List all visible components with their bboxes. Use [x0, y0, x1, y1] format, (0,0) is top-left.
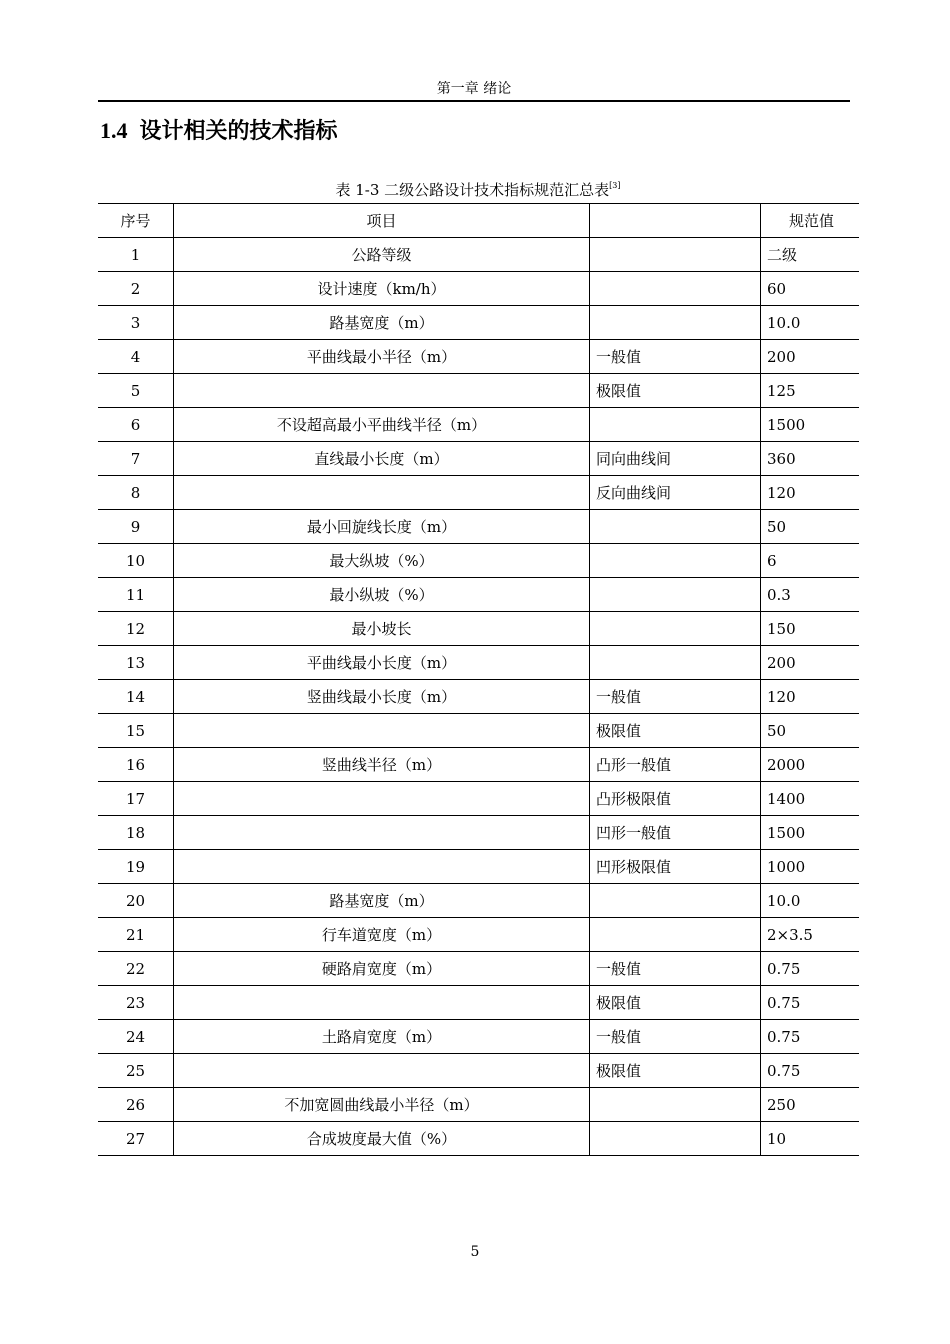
row-index: 21: [98, 918, 174, 952]
table-row: [98, 1020, 859, 1054]
row-subitem: [590, 646, 761, 680]
row-subitem: 凸形极限值: [590, 782, 761, 816]
row-subitem: 一般值: [590, 952, 761, 986]
row-index: 5: [98, 374, 174, 408]
row-subitem: 极限值: [590, 714, 761, 748]
row-value: 0.3: [761, 578, 860, 612]
row-value: 125: [761, 374, 860, 408]
row-subitem: [590, 510, 761, 544]
row-item: 最小坡长: [174, 612, 590, 646]
table-row: [98, 510, 859, 544]
table-row: [98, 612, 859, 646]
row-item: 路基宽度（m）: [174, 306, 590, 340]
header-rule: [98, 100, 850, 102]
row-subitem: 一般值: [590, 680, 761, 714]
row-subitem: 极限值: [590, 986, 761, 1020]
row-index: 12: [98, 612, 174, 646]
table-row: [98, 408, 859, 442]
row-index: 14: [98, 680, 174, 714]
row-subitem: [590, 1122, 761, 1156]
section-number: 1.4: [100, 118, 128, 143]
row-item: 最大纵坡（%）: [174, 544, 590, 578]
row-subitem: [590, 306, 761, 340]
table-row: [98, 952, 859, 986]
row-index: 4: [98, 340, 174, 374]
row-item: 竖曲线半径（m）: [174, 748, 590, 782]
table-row: [98, 782, 859, 816]
row-subitem: [590, 1088, 761, 1122]
row-value: 120: [761, 680, 860, 714]
row-item: [174, 782, 590, 816]
table-row: [98, 1088, 859, 1122]
row-subitem: 极限值: [590, 1054, 761, 1088]
row-item: 行车道宽度（m）: [174, 918, 590, 952]
row-subitem: 极限值: [590, 374, 761, 408]
row-index: 9: [98, 510, 174, 544]
row-index: 8: [98, 476, 174, 510]
row-index: 3: [98, 306, 174, 340]
row-index: 18: [98, 816, 174, 850]
row-index: 2: [98, 272, 174, 306]
row-subitem: 反向曲线间: [590, 476, 761, 510]
row-index: 1: [98, 238, 174, 272]
row-subitem: [590, 578, 761, 612]
row-item: [174, 816, 590, 850]
row-value: 二级: [761, 238, 860, 272]
row-subitem: [590, 272, 761, 306]
table-row: [98, 816, 859, 850]
row-index: 15: [98, 714, 174, 748]
row-value: 1400: [761, 782, 860, 816]
row-index: 27: [98, 1122, 174, 1156]
header-item: 项目: [174, 204, 590, 238]
row-index: 19: [98, 850, 174, 884]
row-item: 竖曲线最小长度（m）: [174, 680, 590, 714]
row-value: 250: [761, 1088, 860, 1122]
row-index: 16: [98, 748, 174, 782]
row-value: 10.0: [761, 884, 860, 918]
row-index: 17: [98, 782, 174, 816]
row-value: 10: [761, 1122, 860, 1156]
row-subitem: [590, 884, 761, 918]
row-item: [174, 714, 590, 748]
table-caption: [98, 176, 858, 200]
row-subitem: [590, 544, 761, 578]
row-subitem: 一般值: [590, 1020, 761, 1054]
table-row: [98, 306, 859, 340]
table-row: [98, 680, 859, 714]
row-index: 25: [98, 1054, 174, 1088]
row-value: 10.0: [761, 306, 860, 340]
row-subitem: [590, 918, 761, 952]
row-item: 平曲线最小长度（m）: [174, 646, 590, 680]
row-item: 路基宽度（m）: [174, 884, 590, 918]
row-item: 不设超高最小平曲线半径（m）: [174, 408, 590, 442]
row-value: 200: [761, 340, 860, 374]
row-item: [174, 850, 590, 884]
row-index: 10: [98, 544, 174, 578]
header-value: 规范值: [761, 204, 860, 238]
table-row: [98, 1054, 859, 1088]
row-index: 13: [98, 646, 174, 680]
table-row: [98, 918, 859, 952]
table-row: [98, 476, 859, 510]
row-value: 1500: [761, 408, 860, 442]
row-index: 23: [98, 986, 174, 1020]
row-item: [174, 1054, 590, 1088]
citation-ref: [3]: [609, 181, 621, 190]
row-item: 直线最小长度（m）: [174, 442, 590, 476]
row-subitem: 凹形一般值: [590, 816, 761, 850]
table-caption-text: 表 1-3 二级公路设计技术指标规范汇总表: [335, 181, 610, 199]
row-value: 6: [761, 544, 860, 578]
table-row: [98, 884, 859, 918]
row-value: 50: [761, 510, 860, 544]
row-value: 150: [761, 612, 860, 646]
row-item: 土路肩宽度（m）: [174, 1020, 590, 1054]
row-item: [174, 986, 590, 1020]
row-item: 硬路肩宽度（m）: [174, 952, 590, 986]
row-value: 360: [761, 442, 860, 476]
table-row: [98, 238, 859, 272]
table-body: [98, 238, 859, 1156]
table-row: [98, 340, 859, 374]
header-subitem: [590, 204, 761, 238]
row-subitem: 同向曲线间: [590, 442, 761, 476]
table-header-row: [98, 204, 859, 238]
row-value: 200: [761, 646, 860, 680]
row-value: 0.75: [761, 986, 860, 1020]
section-title: 设计相关的技术指标: [139, 119, 338, 144]
row-value: 2×3.5: [761, 918, 860, 952]
row-value: 50: [761, 714, 860, 748]
row-value: 120: [761, 476, 860, 510]
row-index: 20: [98, 884, 174, 918]
row-index: 22: [98, 952, 174, 986]
row-item: 设计速度（km/h）: [174, 272, 590, 306]
row-item: 合成坡度最大值（%）: [174, 1122, 590, 1156]
spec-table: [98, 203, 859, 1156]
table-row: [98, 1122, 859, 1156]
row-index: 24: [98, 1020, 174, 1054]
row-value: 2000: [761, 748, 860, 782]
row-item: 最小回旋线长度（m）: [174, 510, 590, 544]
row-item: 最小纵坡（%）: [174, 578, 590, 612]
header-index: 序号: [98, 204, 174, 238]
table-row: [98, 714, 859, 748]
row-item: [174, 476, 590, 510]
table-row: [98, 850, 859, 884]
row-item: [174, 374, 590, 408]
row-index: 26: [98, 1088, 174, 1122]
table-row: [98, 986, 859, 1020]
running-header: 第一章 绪论: [436, 81, 512, 97]
row-index: 6: [98, 408, 174, 442]
row-value: 1500: [761, 816, 860, 850]
row-value: 0.75: [761, 952, 860, 986]
row-value: 0.75: [761, 1054, 860, 1088]
row-value: 60: [761, 272, 860, 306]
row-subitem: [590, 408, 761, 442]
row-index: 11: [98, 578, 174, 612]
row-item: 平曲线最小半径（m）: [174, 340, 590, 374]
page-number: 5: [470, 1244, 480, 1260]
table-row: [98, 578, 859, 612]
row-subitem: 一般值: [590, 340, 761, 374]
table-row: [98, 646, 859, 680]
table-row: [98, 544, 859, 578]
row-subitem: 凹形极限值: [590, 850, 761, 884]
row-value: 0.75: [761, 1020, 860, 1054]
table-row: [98, 272, 859, 306]
table-row: [98, 374, 859, 408]
section-heading: [100, 116, 338, 147]
row-item: 不加宽圆曲线最小半径（m）: [174, 1088, 590, 1122]
row-subitem: [590, 612, 761, 646]
table-row: [98, 748, 859, 782]
row-index: 7: [98, 442, 174, 476]
row-item: 公路等级: [174, 238, 590, 272]
table-row: [98, 442, 859, 476]
row-subitem: 凸形一般值: [590, 748, 761, 782]
row-subitem: [590, 238, 761, 272]
row-value: 1000: [761, 850, 860, 884]
